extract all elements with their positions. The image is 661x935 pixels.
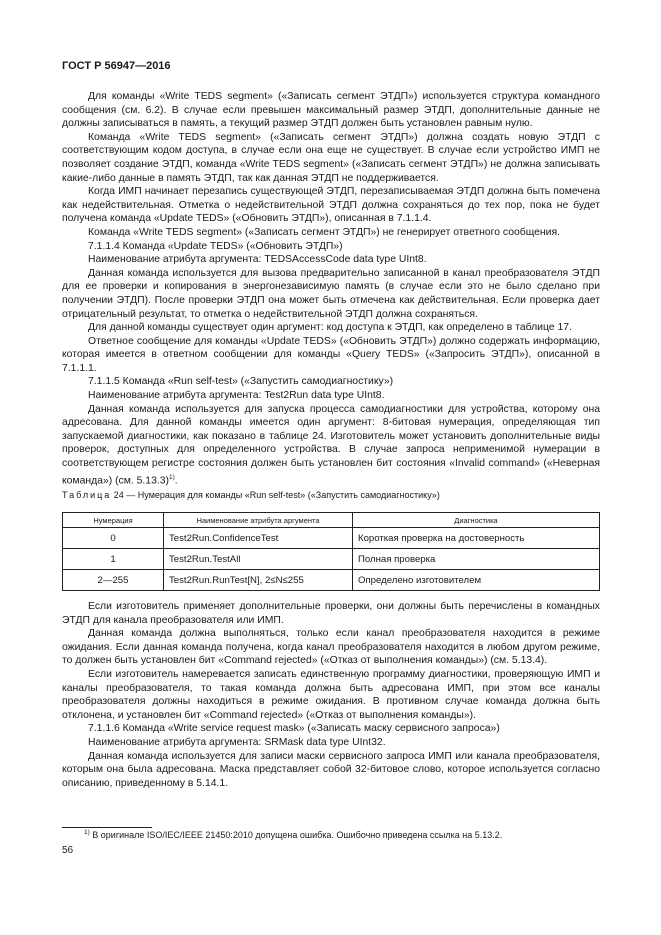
paragraph: Команда «Write TEDS segment» («Записать сегмент ЭТДП») не генерирует ответного сообщения. — [88, 226, 560, 238]
table-cell: 0 — [63, 528, 164, 549]
table-caption — [62, 490, 440, 500]
table-cell: Test2Run.RunTest[N], 2≤N≤255 — [164, 570, 353, 591]
table-caption-text: 24 — Нумерация для команды «Run self-test» («Запустить самодиагностику») — [111, 490, 440, 500]
paragraph: Если изготовитель применяет дополнительные проверки, они должны быть перечислены в командных ЭТДП для канала преобразователя или ИМП. — [62, 601, 600, 626]
table-cell: Определено изготовителем — [353, 570, 600, 591]
paragraph: Для команды «Write TEDS segment» («Записать сегмент ЭТДП») используется структура командного сообщения (см. 6.2). В случае если превышен максимальный размер ЭТДП, дополнительные данные не должны записываться в память, а текущий размер ЭТДП должен быть установлен равным нулю. — [62, 91, 600, 130]
body-text-bottom — [62, 600, 600, 790]
paragraph: Данная команда используется для вызова предварительно записанной в канал преобразователя ЭТДП для ее проверки и копирования в энергонезависимую память (в случае если это не было сделано при получении ЭТДП). После проверки ЭТДП она может быть отмечена как действительная. Если проверка дает отрицательный результат, то отметка о недействительной ЭТДП должна сохраняться. — [62, 267, 600, 320]
table-row — [63, 549, 600, 570]
table-cell: Test2Run.TestAll — [164, 549, 353, 570]
table-cell: 1 — [63, 549, 164, 570]
section-heading: 7.1.1.4 Команда «Update TEDS» («Обновить ЭТДП») — [88, 240, 343, 252]
paragraph: Данная команда должна выполняться, только если канал преобразователя находится в режиме ожидания. Если данная команда получена, когда канал преобразователя находится в любом другом режиме, то должен быть установлен бит «Command rejected» («Отказ от выполнения команды») (см. 5.13.4). — [62, 628, 600, 667]
table-row — [63, 528, 600, 549]
document-header: ГОСТ Р 56947—2016 — [62, 60, 171, 72]
column-header: Диагностика — [353, 513, 600, 528]
table-cell: Полная проверка — [353, 549, 600, 570]
body-text-top — [62, 90, 600, 488]
paragraph: Ответное сообщение для команды «Update TEDS» («Обновить ЭТДП») должно содержать информацию, которая имеется в ответном сообщении для команды «Query TEDS» («Запросить ЭТДП»), описанной в 7.1.1.1. — [62, 335, 600, 374]
table-cell: Короткая проверка на достоверность — [353, 528, 600, 549]
table-cell: 2—255 — [63, 570, 164, 591]
footnote-text: В оригинале ISO/IEC/IEEE 21450:2010 допущена ошибка. Ошибочно приведена ссылка на 5.13.2. — [89, 830, 503, 840]
footnote-divider — [62, 827, 152, 828]
table-row — [63, 570, 600, 591]
paragraph: Команда «Write TEDS segment» («Записать сегмент ЭТДП») должна создать новую ЭТДП с соответствующим кодом доступа, в случае если она еще не существует. В случае если устройство ИМП не позволяет создание ЭТДП, команда «Write TEDS segment» («Записать сегмент ЭТДП») не должна записывать какие-либо данные в память ЭТДП, так как данная ЭТДП не поддерживается. — [62, 131, 600, 184]
paragraph-with-footnote: Данная команда используется для запуска процесса самодиагностики для устройства, которому она адресована. Для данной команды имеется один аргумент: 8-битовая нумерация, определяющая тип запускаемой диагностики, как показано в таблице 24. Изготовитель может установить дополнительные виды проверок, доступных для определенного устройства. В случае запроса неприменимой нумерации в соответствующем регистре состояния должен быть установлен бит состояния «Invalid command» («Неверная команда») (см. 5.13.3)$^{1)}$. — [62, 403, 600, 487]
section-heading: 7.1.1.5 Команда «Run self-test» («Запустить самодиагностику») — [88, 376, 394, 388]
section-heading: 7.1.1.6 Команда «Write service request mask» («Записать маску сервисного запроса») — [88, 723, 500, 735]
enumeration-table — [62, 512, 600, 591]
page-number: 56 — [62, 845, 74, 856]
footnote-mark: 1) — [84, 829, 90, 836]
column-header: Наименование атрибута аргумента — [164, 513, 353, 528]
paragraph-text: Данная команда используется для запуска процесса самодиагностики для устройства, которому она адресована. Для данной команды имеется один аргумент: 8-битовая нумерация, определяющая тип запускаемой диагностики, как показано в таблице 24. Изготовитель может установить дополнительные виды проверок, доступных для определенного устройства. В случае запроса неприменимой нумерации в соответствующем регистре состояния должен быть установлен бит состояния «Invalid command» («Неверная команда») (см. 5.13.3) — [62, 403, 600, 487]
paragraph: Наименование атрибута аргумента: SRMask data type UInt32. — [88, 736, 386, 748]
footnote-ref: 1) — [169, 473, 175, 481]
paragraph: Когда ИМП начинает перезапись существующей ЭТДП, перезаписываемая ЭТДП должна быть помечена как недействительная. Отметка о недействительной ЭТДП должна сохраняться до тех пор, пока не будет получена команда «Update TEDS» («Обновить ЭТДП»), описанная в 7.1.1.4. — [62, 186, 600, 225]
footnote — [84, 829, 502, 840]
paragraph: Наименование атрибута аргумента: Test2Run data type UInt8. — [88, 390, 385, 402]
paragraph: Если изготовитель намеревается записать единственную программу диагностики, проверяющую ИМП и каналы преобразователя, то такая команда должна быть адресована ИМП, при этом все каналы преобразователя должны находиться в режиме ожидания. В противном случае команда должна быть отклонена, и установлен бит «Command rejected» («Отказ от выполнения команды»). — [62, 668, 600, 721]
table-header-row — [63, 513, 600, 528]
paragraph: Наименование атрибута аргумента: TEDSAccessCode data type UInt8. — [88, 254, 427, 266]
paragraph: Для данной команды существует один аргумент: код доступа к ЭТДП, как определено в таблице 17. — [88, 322, 572, 334]
column-header: Нумерация — [63, 513, 164, 528]
paragraph: Данная команда используется для записи маски сервисного запроса ИМП или канала преобразователя, которым она была адресована. Маска представляет собой 32-битовое слово, которое используется согласно описанию, приведенному в 5.14.1. — [62, 750, 600, 789]
table-caption-word: Таблица — [62, 490, 112, 500]
table-cell: Test2Run.ConfidenceTest — [164, 528, 353, 549]
